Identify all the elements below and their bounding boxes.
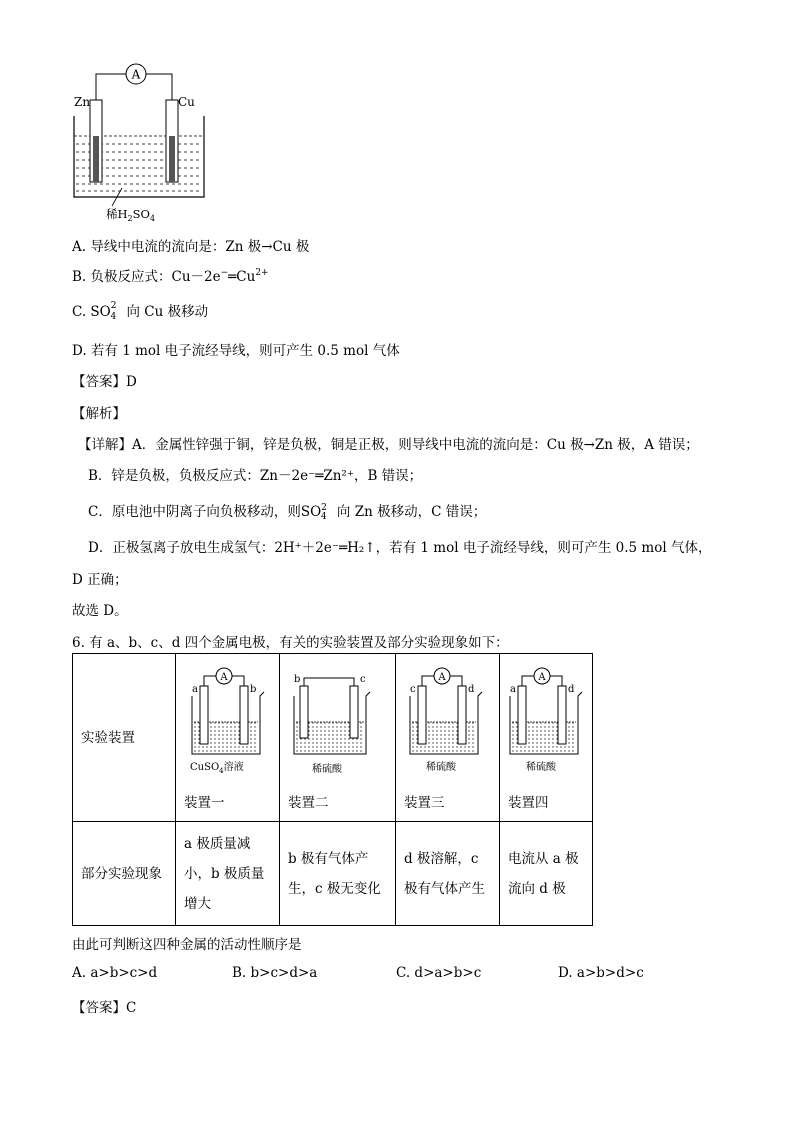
ammeter-label: A bbox=[131, 67, 141, 82]
setup-cell-3 bbox=[396, 654, 500, 822]
q5-answer: 【答案】D bbox=[72, 374, 137, 390]
q5-detail-line3: C．原电池中阴离子向负极移动，则$SO^2_4$ 向 Zn 极移动，C 错误； bbox=[88, 503, 487, 522]
q5-option-d: D. 若有 1 mol 电子流经导线，则可产生 0.5 mol 气体 bbox=[72, 343, 400, 359]
svg-text:d: d bbox=[568, 684, 575, 695]
setup-cell-4 bbox=[500, 654, 593, 822]
cu-label: Cu bbox=[178, 95, 195, 109]
q5-detail-line2: B．锌是负极，负极反应式：Zn－2e⁻═Zn²⁺，B 错误； bbox=[88, 468, 423, 484]
device-4-diagram bbox=[504, 662, 589, 777]
row-header-observation: 部分实验现象 bbox=[73, 822, 176, 926]
observation-2: b 极有气体产生，c 极无变化 bbox=[280, 822, 396, 926]
svg-text:A: A bbox=[438, 672, 446, 683]
svg-text:b: b bbox=[250, 684, 257, 695]
device-1-diagram bbox=[186, 662, 271, 777]
zn-label: Zn bbox=[74, 95, 91, 109]
q6-stem: 6. 有 a、b、c、d 四个金属电极，有关的实验装置及部分实验现象如下： bbox=[72, 635, 509, 651]
svg-text:c: c bbox=[410, 684, 416, 695]
svg-text:A: A bbox=[538, 672, 546, 683]
q6-option-c: C. d>a>b>c bbox=[396, 965, 482, 981]
svg-text:a: a bbox=[192, 684, 198, 695]
observation-4: 电流从 a 极流向 d 极 bbox=[500, 822, 593, 926]
svg-text:稀硫酸: 稀硫酸 bbox=[312, 764, 342, 775]
svg-text:b: b bbox=[294, 674, 301, 685]
observation-3: d 极溶解，c 极有气体产生 bbox=[396, 822, 500, 926]
q6-option-d: D. a>b>d>c bbox=[558, 965, 644, 981]
svg-text:c: c bbox=[360, 674, 366, 685]
device-1-caption: 装置一 bbox=[184, 795, 225, 811]
q6-option-a: A. a>b>c>d bbox=[72, 965, 158, 981]
svg-text:稀硫酸: 稀硫酸 bbox=[526, 762, 556, 773]
q5-detail-line1: 【详解】A．金属性锌强于铜，锌是负极，铜是正极，则导线中电流的流向是：Cu 极→Zn 极，A 错误； bbox=[78, 437, 699, 453]
device-2-diagram bbox=[288, 662, 383, 777]
solution-label: 稀$H_2SO_4$ bbox=[106, 207, 156, 223]
device-3-diagram bbox=[404, 662, 489, 777]
q6-answer: 【答案】C bbox=[72, 1000, 137, 1016]
setup-cell-2 bbox=[280, 654, 396, 822]
zn-cu-cell-figure bbox=[70, 60, 220, 225]
q5-option-b: B. 负极反应式：$Cu-2e^-═Cu^{2+}$ bbox=[72, 268, 269, 285]
q5-detail-line4: D．正极氢离子放电生成氢气：2H⁺＋2e⁻═H₂↑，若有 1 mol 电子流经导线，则可产生 0.5 mol 气体， bbox=[88, 540, 712, 556]
row-header-setup: 实验装置 bbox=[73, 654, 176, 822]
device-2-caption: 装置二 bbox=[288, 795, 329, 811]
q6-question: 由此可判断这四种金属的活动性顺序是 bbox=[72, 937, 302, 953]
q5-option-a: A. 导线中电流的流向是：Zn 极→Cu 极 bbox=[72, 239, 310, 255]
svg-text:a: a bbox=[510, 684, 516, 695]
svg-text:A: A bbox=[220, 672, 228, 683]
svg-text:稀硫酸: 稀硫酸 bbox=[426, 762, 456, 773]
device-4-caption: 装置四 bbox=[508, 795, 549, 811]
q5-option-c: C. $SO^2_4$ 向 Cu 极移动 bbox=[72, 301, 209, 322]
q5-analysis-tag: 【解析】 bbox=[72, 406, 126, 422]
setup-cell-1 bbox=[176, 654, 280, 822]
device-3-caption: 装置三 bbox=[404, 795, 445, 811]
q5-detail-line6: 故选 D。 bbox=[72, 603, 128, 619]
q5-detail-line5: D 正确； bbox=[72, 572, 128, 588]
svg-text:d: d bbox=[468, 684, 475, 695]
observation-1: a 极质量减小，b 极质量增大 bbox=[176, 822, 280, 926]
experiment-table bbox=[72, 653, 593, 926]
q6-option-b: B. b>c>d>a bbox=[232, 965, 318, 981]
svg-text:CuSO4溶液: CuSO$_4$溶液 bbox=[190, 762, 244, 775]
